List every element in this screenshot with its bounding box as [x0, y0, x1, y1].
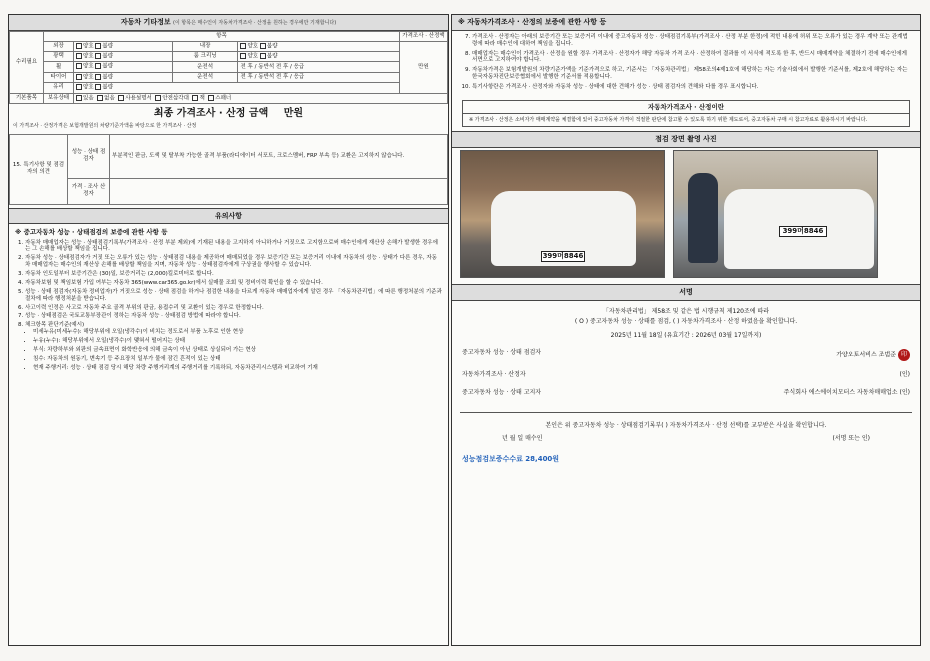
option-cell[interactable]: 양호 불량	[74, 52, 173, 62]
seal-stamp-icon: 印	[898, 349, 910, 361]
list-item: 9. 자동차가격은 보험개발원의 차량기준가액을 기준가격으로 하고, 기준서는 「자동차관리법」 제58조의4제1호에 해당하는 자는 기술사회에서 발행한 기준서를, 제2호에 해당하는 자는 한국자동차진단보증협회에서 발행한 기준서를 적용합니다.	[472, 67, 912, 81]
car-front-photo	[460, 150, 665, 278]
signer-name: 주식회사 에스에이치모터스 자동차매매업소	[783, 388, 898, 396]
list-item: • 부식: 차량하부와 외판의 금속표면이 화학반응에 의해 금속이 아닌 상태로 상실되어 가는 현상	[33, 347, 442, 354]
sign-section	[452, 301, 920, 411]
checkbox-icon[interactable]	[260, 43, 266, 49]
list-item: • 누유(누수): 해당부위에서 오일(냉각수)이 맺혀서 떨어지는 상태	[33, 338, 442, 345]
basic-row-label: 보유상태	[44, 93, 74, 103]
checkbox-icon[interactable]	[95, 53, 101, 59]
option-cell[interactable]: 양호 불량	[74, 41, 173, 51]
basic-items-row	[10, 93, 448, 103]
table-row	[10, 52, 448, 62]
list-item: 3. 자동차 인도일부터 보증기간은 (30)일, 보증거리는 (2,000)킬로미터로 합니다.	[25, 271, 442, 278]
table-row	[10, 62, 448, 72]
checkbox-icon[interactable]	[76, 53, 82, 59]
list-item: • 현재 주행거리: 성능 · 상태 점검 당시 해당 차량 주행거리계의 주행거리를 기록하되, 자동차관리시스템과 비교하여 기재	[33, 365, 442, 372]
other-info-title: 자동차 기타정보	[120, 18, 171, 26]
checkbox-icon[interactable]	[97, 95, 103, 101]
divider	[460, 412, 912, 413]
list-item: 2. 자동차 성능 · 상태점검자가 거짓 또는 오류가 있는 성능 · 상태점검 내용을 제공하여 매매되었을 경우 보증기간 또는 보증거리 이내에 자동차의 성능 · 상태가 다른 경우, 자동차 매매업자는 매수인의 재산상 손해를 배상할 책임을 지며, 자동차 성능 · 상태점검자에게 구상권을 행사할 수 있습니다.	[25, 255, 442, 269]
option-cell[interactable]: 양호 불량	[74, 83, 400, 93]
list-item: 10. 특기사항란은 가격조사 · 산정자와 자동차 성능 · 상태에 대한 견해가 성능 · 상태 점검자의 견해와 다를 경우 표시합니다.	[472, 84, 912, 91]
seal-mark: (인)	[899, 388, 910, 396]
box-title: 자동차가격조사 · 산정이란	[463, 101, 909, 114]
notice-title: 유의사항	[9, 208, 448, 225]
tire-options[interactable]: 전 후 / 동반석 전 후 / 응급	[238, 72, 400, 82]
list-item: 6. 사고이력 인정은 사고로 자동차 주요 골격 부위의 판금, 용접수리 및 교환이 있는 경우로 한정합니다.	[25, 305, 442, 312]
seal-mark: (인)	[899, 371, 910, 379]
basic-items-label: 기본품목	[10, 93, 44, 103]
photo-title: 점검 장면 촬영 사진	[452, 131, 920, 148]
perf-inspector-text: 부분적인 판금, 도색 및 탈부착 가능한 골격 부품(라디에이터 서포트, 크로스멤버, FRP 부속 등) 교환은 고지하지 않습니다.	[110, 134, 448, 178]
receipt-date: 년 월 일 매수인	[502, 434, 543, 442]
special-notes-table	[9, 134, 448, 205]
warranty-list	[460, 34, 912, 91]
box-text: ※ 가격조사 · 산정은 소비자가 매매계약을 체결함에 있어 중고자동차 가격이 적절한 판단에 참고할 수 있도록 하기 위한 제도로서, 중고자동차 구매 시 참고자료로 활용하시기 바랍니다.	[469, 117, 868, 123]
row-label: 광택	[44, 52, 74, 62]
receipt-text: 본인은 위 중고자동차 성능 · 상태점검기록부( ) 자동차가격조사 · 산정 선택)를 교부받은 사실을 확인합니다.	[545, 422, 827, 430]
col-price: 가격조사 · 산정액	[400, 31, 448, 41]
col-item: 항목	[44, 31, 400, 41]
sign-title: 서명	[452, 284, 920, 301]
row-label: 운전석	[172, 72, 238, 82]
person-icon	[688, 173, 718, 263]
checkbox-icon[interactable]	[240, 43, 246, 49]
list-item: 8. 체크항목 판단기준(예시) • 미세누유(미세누수): 해당부위에 오일(냉각수)이 비치는 정도로서 부품 노후로 인한 현상 • 누유(누수): 해당부위에서 오일(냉각수)이 맺혀서 떨어지는 상태 • 부식: 차량하부와 외판의 금속표면이 화학반응에 의해 금속이 아닌 상태로 상실되어 가는 현상 • 침수: 자동차의 원동기, 변속기 등 주요장치 일부가 물에 잠긴 흔적이 있는 상태 • 현재 주행거리: 성능 · 상태 점검 당시 해당 차량 주행거리계의 주행거리를 기록하되, 자동차관리시스템과 비교하여 기재	[25, 322, 442, 371]
perf-inspector-label: 성능 · 상태 점검자	[68, 134, 110, 178]
left-panel	[8, 14, 449, 646]
photo-row	[452, 148, 920, 280]
final-price-note: 이 가격조사 · 산정가격은 보험개발원의 차량기준가액을 바탕으로 한 가격조사 · 산정	[13, 123, 197, 130]
row-label: 룸 크리닝	[172, 52, 238, 62]
other-info-header	[9, 15, 448, 31]
row-label: 내장	[172, 41, 238, 51]
table-row	[10, 41, 448, 51]
final-price	[9, 104, 448, 123]
right-panel	[451, 14, 921, 646]
other-info-table	[9, 31, 448, 104]
list-item: 7. 성능 · 상태점검은 국토교통부장관이 정하는 자동차 성능 · 상태점검 방법에 따라야 합니다.	[25, 313, 442, 320]
basic-options[interactable]: 있음 없음 사용설명서 안전삼각대 잭 스패너	[74, 93, 448, 103]
tire-options[interactable]: 전 후 / 동반석 전 후 / 응급	[238, 62, 400, 72]
signer-row	[462, 371, 910, 379]
sign-date: 2025년 11월 18일 (유효기간 : 2026년 03월 17일까지)	[610, 331, 762, 339]
checkbox-icon[interactable]	[76, 74, 82, 80]
notes-list	[15, 240, 442, 372]
signer-row	[462, 389, 910, 397]
list-item: 8. 매매업자는 매수인이 가격조사 · 산정을 원할 경우 가격조사 · 산정자가 해당 자동차 가격 조사 · 산정하여 결과를 이 서식에 적도록 한 후, 반드시 매매계약을 체결하기 전에 매수인에게 서면으로 고지하여야 합니다.	[472, 51, 912, 65]
plate-label: 399머8846	[779, 226, 827, 237]
repair-needed-label: 수리필요	[10, 31, 44, 93]
signer-name: 가양오토서비스 조범준	[836, 351, 897, 359]
price-assessor-text	[110, 178, 448, 204]
sign-check: ( O ) 중고자동차 성능 · 상태를 점검, ( ) 자동차가격조사 · 산정 하였음을 확인합니다.	[574, 318, 798, 326]
list-item: 7. 가격조사 · 산정자는 아래의 보증기간 또는 보증거리 이내에 중고자동차 성능 · 상태점검기록부(가격조사 · 산정 부분 한정)에 적힌 내용에 허위 또는 오류가 있는 경우 계약 또는 관계법령에 따라 매수인에 대하여 책임을 집니다.	[472, 34, 912, 48]
special-notes-label: 15. 특기사항 및 점검자의 의견	[10, 134, 68, 204]
checkbox-icon[interactable]	[95, 43, 101, 49]
checkbox-icon[interactable]	[95, 84, 101, 90]
warranty-title: ※ 자동차가격조사 · 산정의 보증에 관한 사항 등	[452, 15, 920, 31]
signer-row	[462, 349, 910, 361]
option-cell[interactable]: 양호 불량	[238, 41, 400, 51]
notes-heading: ※ 중고자동차 성능 · 상태점검의 보증에 관한 사항 등	[15, 228, 168, 237]
checkbox-icon[interactable]	[192, 95, 198, 101]
list-item: 5. 성능 · 상태 점검자(자동차 정비업자)가 거짓으로 성능 · 상태 점검을 하거나 점검한 내용을 다르게 자동차 매매업자에게 알린 경우 「자동차관리법」에 따른 행정처분의 기준과 절차에 따라 행정처분을 받습니다.	[25, 289, 442, 303]
signer-label: 자동차가격조사 · 산정자	[462, 371, 526, 379]
list-item: 1. 자동차 매매업자는 성능 · 상태점검기록부(가격조사 · 산정 부분 제외)에 기재된 내용을 고지하지 아니하거나 거짓으로 고지함으로써 매수인에게 재산상 손해가 발생한 경우에는 그 손해를 배상할 책임을 집니다.	[25, 240, 442, 254]
checkbox-icon[interactable]	[76, 63, 82, 69]
notes-section	[9, 224, 448, 375]
car-rear-photo	[673, 150, 878, 278]
checkbox-icon[interactable]	[76, 43, 82, 49]
table-row	[10, 83, 448, 93]
table-row	[10, 72, 448, 82]
price-assessor-label: 가격 · 조사 산정자	[68, 178, 110, 204]
checkbox-icon[interactable]	[76, 84, 82, 90]
option-cell[interactable]: 양호 불량	[74, 62, 173, 72]
price-assessment-box	[462, 100, 910, 127]
row-label: 유리	[44, 83, 74, 93]
final-price-unit: 만원	[283, 107, 304, 119]
option-cell[interactable]: 양호 불량	[74, 72, 173, 82]
other-info-subtitle: (이 항목은 매수인이 자동차가격조사 · 산정을 원하는 경우에만 기재합니다)	[173, 20, 337, 26]
final-price-label: 최종 가격조사 · 산정 금액	[153, 107, 269, 119]
sign-law: 「자동차관리법」 제58조 및 같은 법 시행규칙 제120조에 따라	[602, 307, 770, 315]
checkbox-icon[interactable]	[155, 95, 161, 101]
row-label: 타이어	[44, 72, 74, 82]
checkbox-icon[interactable]	[76, 95, 82, 101]
plate-label: 399머8846	[542, 252, 584, 260]
checkbox-icon[interactable]	[260, 53, 266, 59]
receipt-row	[502, 435, 870, 443]
row-label: 운전석	[172, 62, 238, 72]
checkbox-icon[interactable]	[95, 63, 101, 69]
row-label: 휠	[44, 62, 74, 72]
criteria-list	[25, 329, 442, 371]
list-item: 4. 자동차보험 및 책임보험 가입 여부는 자동차 365(www.car365.go.kr)에서 실매물 조회 및 정비이력 확인을 할 수 있습니다.	[25, 280, 442, 287]
warranty-section	[452, 31, 920, 97]
checkbox-icon[interactable]	[95, 74, 101, 80]
signer-label: 중고자동차 성능 · 상태 고지자	[462, 388, 542, 396]
inspection-fee: 성능점검보증수수료 28,400원	[462, 455, 560, 464]
receipt-sign[interactable]: (서명 또는 인)	[832, 434, 870, 442]
checkbox-icon[interactable]	[118, 95, 124, 101]
list-item: • 미세누유(미세누수): 해당부위에 오일(냉각수)이 비치는 정도로서 부품 노후로 인한 현상	[33, 329, 442, 336]
checkbox-icon[interactable]	[240, 53, 246, 59]
list-item: • 침수: 자동차의 원동기, 변속기 등 주요장치 일부가 물에 잠긴 흔적이 있는 상태	[33, 356, 442, 363]
row-label: 외장	[44, 41, 74, 51]
checkbox-icon[interactable]	[208, 95, 214, 101]
signer-label: 중고자동차 성능 · 상태 점검자	[462, 349, 542, 357]
price-unit: 만원	[400, 41, 448, 93]
receipt-section	[452, 415, 920, 451]
option-cell[interactable]: 양호 불량	[238, 52, 400, 62]
